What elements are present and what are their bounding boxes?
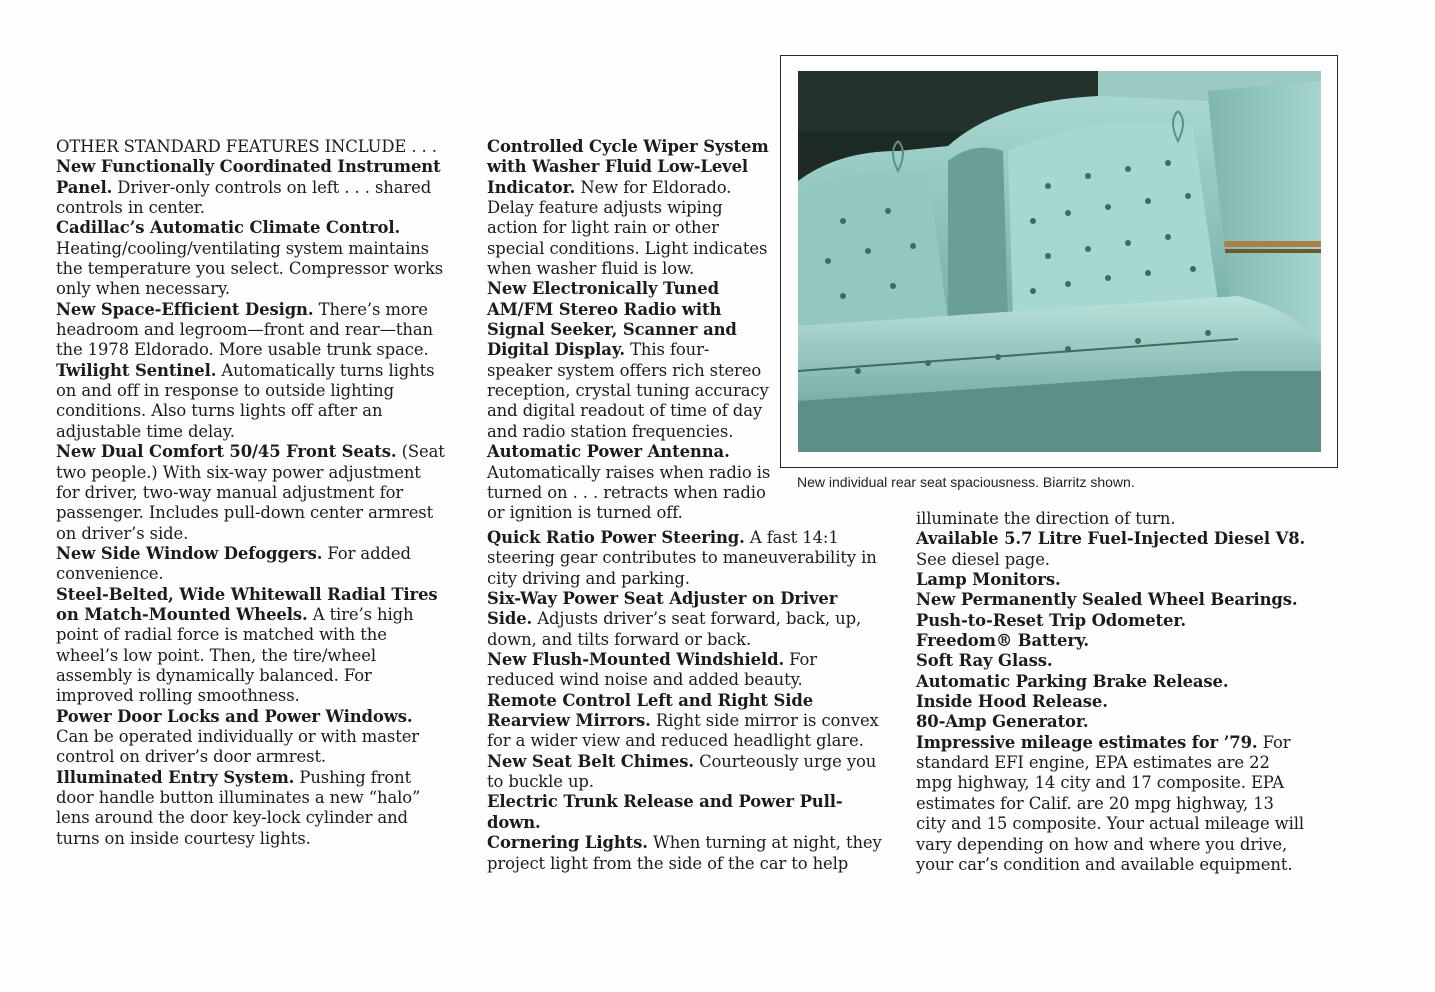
feature-title: Soft Ray Glass. (916, 651, 1053, 671)
feature-item (487, 442, 773, 523)
rear-seat-photo (798, 71, 1321, 452)
feature-description: Courteously urge you to buckle up. (487, 751, 877, 792)
photo-frame (780, 55, 1338, 468)
features-column-1 (56, 137, 448, 849)
feature-item (487, 589, 882, 650)
feature-title: 80-Amp Generator. (916, 712, 1089, 732)
feature-item (487, 650, 882, 691)
feature-item (487, 691, 882, 752)
feature-item (487, 137, 773, 279)
feature-item (916, 590, 1308, 610)
feature-description: New for Eldorado. Delay feature adjusts wiping action for light rain or other special conditions. Light indicates when washer fluid is low. (487, 177, 768, 279)
feature-description: (Seat two people.) With six-way power adjustment for driver, two-way manual adjustment for passenger. Includes pull-down center armrest on driver’s side. (56, 442, 445, 543)
feature-description: Can be operated individually or with master control on driver’s door armrest. (56, 726, 420, 767)
feature-item (487, 279, 773, 442)
feature-title: Remote Control Left and Right Side Rearview Mirrors. (487, 690, 814, 731)
feature-title: Illuminated Entry System. (56, 767, 295, 787)
feature-title: New Electronically Tuned AM/FM Stereo Radio with Signal Seeker, Scanner and Digital Display. (487, 279, 737, 360)
feature-title: Six-Way Power Seat Adjuster on Driver Side. (487, 589, 838, 629)
feature-title: Cornering Lights. (487, 833, 648, 853)
feature-item (487, 833, 882, 874)
feature-title: Quick Ratio Power Steering. (487, 528, 745, 547)
feature-title: Twilight Sentinel. (56, 360, 217, 380)
feature-item (916, 733, 1308, 875)
feature-list-4 (916, 509, 1308, 875)
feature-description: Right side mirror is convex for a wider view and reduced headlight glare. (487, 711, 879, 751)
feature-item (56, 768, 448, 849)
feature-title: Available 5.7 Litre Fuel-Injected Diesel V8. (916, 529, 1306, 549)
feature-title: Electric Trunk Release and Power Pull-down. (487, 792, 843, 832)
feature-title: Freedom® Battery. (916, 631, 1090, 651)
feature-item (56, 300, 448, 361)
feature-item (56, 442, 448, 544)
feature-item (916, 529, 1308, 570)
feature-description: See diesel page. (916, 549, 1050, 569)
feature-description: Adjusts driver’s seat forward, back, up, down, and tilts forward or back. (487, 609, 862, 649)
feature-title: New Dual Comfort 50/45 Front Seats. (56, 442, 397, 462)
features-column-3 (487, 528, 882, 874)
feature-item (916, 692, 1308, 712)
feature-title: New Seat Belt Chimes. (487, 751, 694, 771)
feature-item (916, 651, 1308, 671)
feature-title: Cadillac’s Automatic Climate Control. (56, 218, 401, 238)
feature-description: A tire’s high point of radial force is matched with the wheel’s low point. Then, the tire/wheel assembly is dynamically balanced. For improved rolling smoothness. (56, 604, 414, 706)
feature-description: illuminate the direction of turn. (916, 509, 1176, 528)
features-column-4 (916, 509, 1308, 875)
feature-title: Controlled Cycle Wiper System with Washer Fluid Low-Level Indicator. (487, 137, 769, 197)
feature-item (916, 672, 1308, 692)
feature-title: New Functionally Coordinated Instrument Panel. (56, 157, 441, 197)
feature-description: Driver-only controls on left . . . shared controls in center. (56, 177, 432, 218)
feature-item (916, 509, 1308, 529)
feature-description: Pushing front door handle button illuminates a new “halo” lens around the door key-lock cylinder and turns on inside courtesy lights. (56, 767, 421, 848)
feature-title: Lamp Monitors. (916, 570, 1061, 590)
feature-title: Steel-Belted, Wide Whitewall Radial Tires on Match-Mounted Wheels. (56, 584, 438, 624)
section-heading: OTHER STANDARD FEATURES INCLUDE . . . (56, 137, 437, 156)
feature-title: New Side Window Defoggers. (56, 543, 323, 563)
feature-item (56, 585, 448, 707)
feature-item (56, 218, 448, 299)
feature-item (916, 631, 1308, 651)
feature-description: When turning at night, they project light from the side of the car to help (487, 833, 882, 873)
feature-item (56, 544, 448, 585)
feature-item (487, 528, 882, 589)
rear-seat-illustration (798, 71, 1321, 452)
feature-description: Automatically raises when radio is turned on . . . retracts when radio or ignition is turned off. (487, 462, 771, 523)
feature-item (916, 611, 1308, 631)
feature-description: Heating/cooling/ventilating system maintains the temperature you select. Compressor works only when necessary. (56, 238, 444, 299)
feature-description: For standard EFI engine, EPA estimates are 22 mpg highway, 14 city and 17 composite. EPA estimates for Calif. are 20 mpg highway, 13 city and 15 composite. Your actual mileage will vary depending on how and where you drive, your car’s condition and available equipment. (916, 732, 1305, 874)
feature-item (56, 707, 448, 768)
photo-caption: New individual rear seat spaciousness. Biarritz shown. (797, 474, 1135, 490)
feature-list-1 (56, 157, 448, 849)
feature-list-2 (487, 137, 773, 524)
feature-item (56, 361, 448, 442)
feature-title: New Permanently Sealed Wheel Bearings. (916, 590, 1298, 610)
feature-item (916, 712, 1308, 732)
feature-description: For added convenience. (56, 543, 411, 584)
feature-description: There’s more headroom and legroom—front and rear—than the 1978 Eldorado. More usable trunk space. (56, 299, 433, 360)
feature-description: Automatically turns lights on and off in response to outside lighting conditions. Also turns lights off after an adjustable time delay. (56, 360, 435, 441)
features-column-2 (487, 137, 773, 524)
feature-list-3 (487, 528, 882, 874)
feature-item (487, 752, 882, 793)
feature-description: A fast 14:1 steering gear contributes to maneuverability in city driving and parking. (487, 528, 877, 588)
feature-item (56, 157, 448, 218)
feature-title: New Flush-Mounted Windshield. (487, 650, 785, 670)
feature-title: Automatic Parking Brake Release. (916, 671, 1229, 691)
feature-title: Push-to-Reset Trip Odometer. (916, 610, 1186, 630)
feature-item (916, 570, 1308, 590)
feature-item (487, 792, 882, 833)
feature-title: Inside Hood Release. (916, 692, 1108, 712)
feature-title: Power Door Locks and Power Windows. (56, 706, 413, 726)
feature-title: Automatic Power Antenna. (487, 442, 730, 462)
feature-description: This four-speaker system offers rich stereo reception, crystal tuning accuracy and digital readout of time of day and radio station frequencies. (487, 340, 769, 441)
feature-description: For reduced wind noise and added beauty. (487, 650, 818, 690)
feature-title: Impressive mileage estimates for ’79. (916, 732, 1258, 752)
feature-title: New Space-Efficient Design. (56, 299, 314, 319)
